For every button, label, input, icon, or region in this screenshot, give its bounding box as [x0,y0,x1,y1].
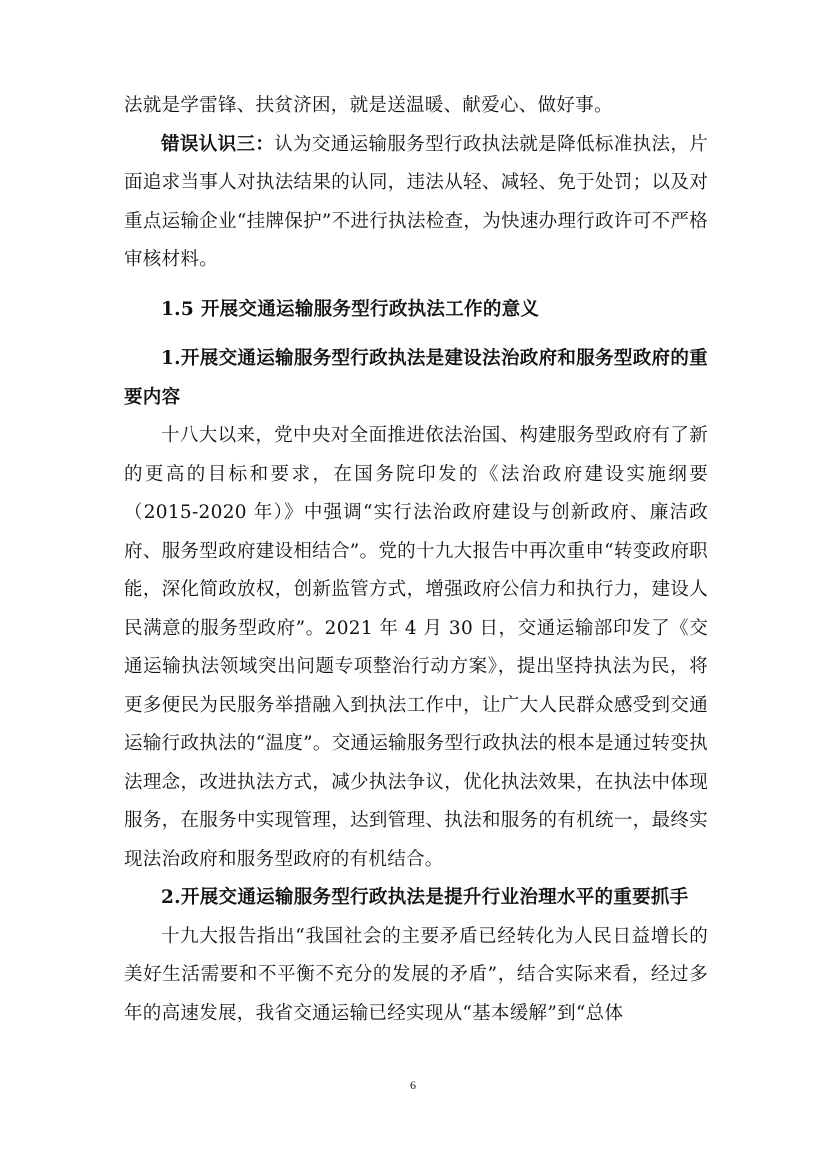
misconception-text: 认为交通运输服务型行政执法就是降低标准执法，片面追求当事人对执法结果的认同，违法从轻、减轻、免于处罚；以及对重点运输企业“挂牌保护”不进行执法检查，为快速办理行政许可不严格审核材料。 [124,133,708,270]
paragraph-body-2: 十九大报告指出“我国社会的主要矛盾已经转化为人民日益增长的美好生活需要和不平衡不充分的发展的矛盾”，结合实际来看，经过多年的高速发展，我省交通运输已经实现从“基本缓解”到“总体 [124,925,708,1024]
subheading-2: 2.开展交通运输服务型行政执法是提升行业治理水平的重要抓手 [161,887,689,908]
misconception-three-paragraph [124,126,708,280]
misconception-label: 错误认识三： [161,133,275,155]
page-number: 6 [410,1078,416,1092]
page-content [124,87,708,1033]
paragraph-body-1: 十八大以来，党中央对全面推进依法治国、构建服务型政府有了新的更高的目标和要求，在国务院印发的《法治政府建设实施纲要（2015-2020 年）》中强调“实行法治政府建设与创新政府、廉洁政府、服务型政府建设相结合”。党的十九大报告中再次重申“转变政府职能，深化简政放权，创新监管方式，增强政府公信力和执行力，建设人民满意的服务型政府”。2021 年 4 月 30 日，交通运输部印发了《交通运输执法领域突出问题专项整治行动方案》，提出坚持执法为民，将更多便民为民服务举措融入到执法工作中，让广大人民群众感受到交通运输行政执法的“温度”。交通运输服务型行政执法的根本是通过转变执法理念，改进执法方式，减少执法争议，优化执法效果，在执法中体现服务，在服务中实现管理，达到管理、执法和服务的有机统一，最终实现法治政府和服务型政府的有机结合。 [124,425,708,870]
paragraph-continuation: 法就是学雷锋、扶贫济困，就是送温暖、献爱心、做好事。 [124,95,613,116]
section-heading: 1.5 开展交通运输服务型行政执法工作的意义 [161,298,540,320]
subheading-1: 1.开展交通运输服务型行政执法是建设法治政府和服务型政府的重要内容 [124,348,708,408]
